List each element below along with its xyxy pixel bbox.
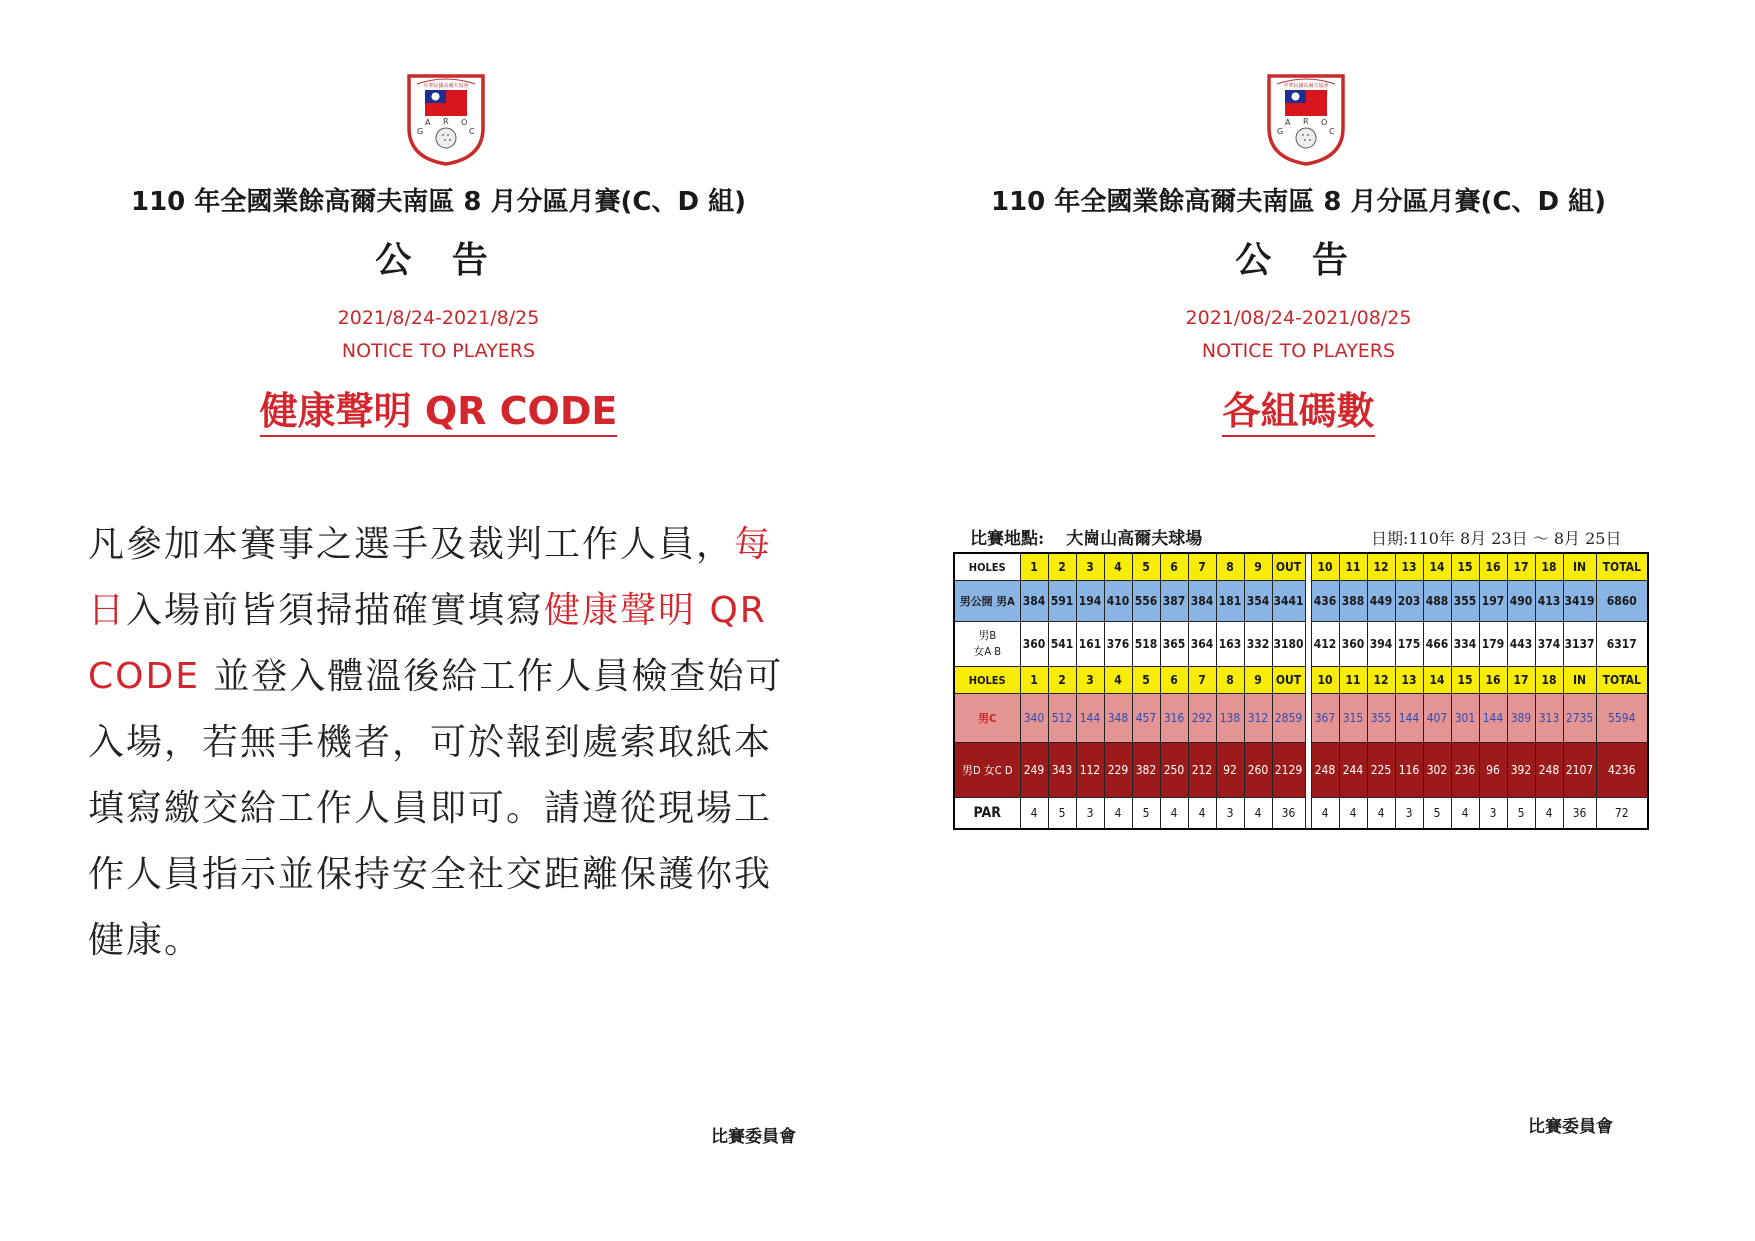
hole-header: 3 [1076,667,1104,694]
yardage-cell: 249 [1020,743,1048,798]
hole-header: 17 [1507,667,1535,694]
hole-header: 2 [1048,553,1076,581]
section-heading: 健康聲明 QR CODE [0,380,877,435]
svg-text:R: R [443,117,449,126]
yardage-cell: 4 [1367,798,1395,830]
yardage-cell: 194 [1076,581,1104,622]
yardage-cell: 3 [1216,798,1244,830]
row-label: 男公開 男A [954,581,1020,622]
yardage-cell: 4 [1020,798,1048,830]
yardage-cell: 236 [1451,743,1479,798]
yardage-cell: 354 [1244,581,1272,622]
yardage-cell: 360 [1339,622,1367,667]
yardage-cell: 5594 [1596,694,1648,743]
hole-header: 9 [1244,553,1272,581]
hole-header: 6 [1160,553,1188,581]
yardage-cell: 225 [1367,743,1395,798]
yardage-cell: 36 [1272,798,1305,830]
row-label: 男D 女C D [954,743,1020,798]
yardage-row [954,622,1648,667]
yardage-cell: 4 [1311,798,1339,830]
event-date: 2021/08/24-2021/08/25 [1185,307,1412,329]
notice-to-players: NOTICE TO PLAYERS [1201,340,1396,362]
svg-text:G: G [1277,127,1284,136]
yardage-cell: 161 [1076,622,1104,667]
yardage-cell: 5 [1048,798,1076,830]
yardage-cell: 2107 [1563,743,1596,798]
yardage-cell: 302 [1423,743,1451,798]
hole-header: OUT [1272,667,1305,694]
yardage-cell: 96 [1479,743,1507,798]
hole-header: 4 [1104,553,1132,581]
holes-header-row [954,667,1648,694]
yardage-cell: 292 [1188,694,1216,743]
yardage-cell: 4 [1339,798,1367,830]
yardage-cell: 312 [1244,694,1272,743]
yardage-cell: 374 [1535,622,1563,667]
row-label-line: 女A B [973,645,1002,658]
yardage-notice [860,0,1737,1241]
svg-text:R: R [1303,117,1309,126]
yardage-cell: 3 [1076,798,1104,830]
venue-line: 比賽地點: 大崗山高爾夫球場 [970,529,1203,549]
notice-heading: 公 告 [375,240,502,281]
yardage-cell: 365 [1160,622,1188,667]
yardage-cell: 2129 [1272,743,1305,798]
garoc-emblem-icon [1263,72,1349,166]
yardage-cell: 436 [1311,581,1339,622]
yardage-cell: 382 [1132,743,1160,798]
yardage-cell: 244 [1339,743,1367,798]
yardage-cell: 407 [1423,694,1451,743]
yardage-cell: 4 [1535,798,1563,830]
row-label-line: 男B [978,629,997,642]
hole-header: 3 [1076,553,1104,581]
hole-header: 10 [1311,553,1339,581]
row-label [954,622,1020,667]
hole-header: 7 [1188,667,1216,694]
yardage-cell: 490 [1507,581,1535,622]
yardage-cell: 163 [1216,622,1244,667]
health-qr-notice [0,0,877,1241]
hole-header: 10 [1311,667,1339,694]
hole-header: 12 [1367,667,1395,694]
hole-header: 11 [1339,667,1367,694]
yardage-cell: 412 [1311,622,1339,667]
hole-header: 14 [1423,553,1451,581]
yardage-cell: 197 [1479,581,1507,622]
hole-header: 13 [1395,667,1423,694]
hole-header: IN [1563,667,1596,694]
hole-header: 17 [1507,553,1535,581]
event-date: 2021/8/24-2021/8/25 [337,307,540,329]
yardage-cell: 179 [1479,622,1507,667]
yardage-cell: 355 [1451,581,1479,622]
yardage-row [954,694,1648,743]
yardage-cell: 360 [1020,622,1048,667]
hole-header: 11 [1339,553,1367,581]
yardage-cell: 4 [1451,798,1479,830]
yardage-cell: 229 [1104,743,1132,798]
yardage-cell: 3 [1479,798,1507,830]
hole-header: OUT [1272,553,1305,581]
hole-header: IN [1563,553,1596,581]
hole-header: 4 [1104,667,1132,694]
hole-header: 16 [1479,553,1507,581]
row-label: HOLES [954,667,1020,694]
yardage-cell: 518 [1132,622,1160,667]
svg-text:O: O [461,118,468,127]
hole-header: 18 [1535,667,1563,694]
yardage-cell: 389 [1507,694,1535,743]
hole-header: 12 [1367,553,1395,581]
yardage-cell: 260 [1244,743,1272,798]
yardage-cell: 212 [1188,743,1216,798]
yardage-cell: 367 [1311,694,1339,743]
yardage-cell: 116 [1395,743,1423,798]
hole-header: 6 [1160,667,1188,694]
yardage-cell: 3419 [1563,581,1596,622]
yardage-cell: 443 [1507,622,1535,667]
hole-header: 18 [1535,553,1563,581]
yardage-cell: 6860 [1596,581,1648,622]
yardage-cell: 181 [1216,581,1244,622]
yardage-cell: 2735 [1563,694,1596,743]
yardage-cell: 413 [1535,581,1563,622]
yardage-row [954,743,1648,798]
svg-text:A: A [425,118,431,127]
event-title: 110 年全國業餘高爾夫南區 8 月分區月賽(C、D 組) [131,187,746,217]
yardage-cell: 2859 [1272,694,1305,743]
yardage-cell: 384 [1020,581,1048,622]
hole-header: 1 [1020,553,1048,581]
svg-text:G: G [417,127,424,136]
svg-text:中華民國高爾夫協會: 中華民國高爾夫協會 [423,83,469,89]
yardage-cell: 112 [1076,743,1104,798]
svg-text:C: C [1329,127,1335,136]
yardage-cell: 384 [1188,581,1216,622]
svg-text:中華民國高爾夫協會: 中華民國高爾夫協會 [1283,83,1329,89]
yardage-cell: 138 [1216,694,1244,743]
hole-header: 13 [1395,553,1423,581]
section-heading: 各組碼數 [860,380,1737,435]
yardage-cell: 313 [1535,694,1563,743]
yardage-cell: 4 [1244,798,1272,830]
yardage-cell: 3137 [1563,622,1596,667]
yardage-cell: 248 [1535,743,1563,798]
garoc-emblem-icon [403,72,489,166]
yardage-cell: 332 [1244,622,1272,667]
yardage-cell: 248 [1311,743,1339,798]
holes-header-row [954,553,1648,581]
hole-header: 16 [1479,667,1507,694]
yardage-cell: 457 [1132,694,1160,743]
yardage-cell: 250 [1160,743,1188,798]
svg-text:A: A [1285,118,1291,127]
yardage-cell: 3180 [1272,622,1305,667]
yardage-cell: 72 [1596,798,1648,830]
yardage-cell: 4 [1160,798,1188,830]
yardage-cell: 5 [1132,798,1160,830]
yardage-cell: 334 [1451,622,1479,667]
yardage-cell: 4 [1104,798,1132,830]
yardage-row [954,581,1648,622]
yardage-cell: 316 [1160,694,1188,743]
hole-header: 14 [1423,667,1451,694]
event-title: 110 年全國業餘高爾夫南區 8 月分區月賽(C、D 組) [991,187,1606,217]
yardage-cell: 301 [1451,694,1479,743]
hole-header: 1 [1020,667,1048,694]
notice-heading: 公 告 [1235,240,1362,281]
yardage-cell: 343 [1048,743,1076,798]
yardage-cell: 5 [1423,798,1451,830]
yardage-cell: 541 [1048,622,1076,667]
yardage-cell: 3441 [1272,581,1305,622]
hole-header: 5 [1132,553,1160,581]
hole-header: 5 [1132,667,1160,694]
yardage-cell: 449 [1367,581,1395,622]
row-label: PAR [954,798,1020,830]
yardage-cell: 36 [1563,798,1596,830]
yardage-cell: 466 [1423,622,1451,667]
hole-header: 7 [1188,553,1216,581]
hole-header: TOTAL [1596,553,1648,581]
yardage-cell: 6317 [1596,622,1648,667]
yardage-cell: 364 [1188,622,1216,667]
svg-text:C: C [469,127,475,136]
yardage-cell: 5 [1507,798,1535,830]
hole-header: 15 [1451,553,1479,581]
hole-header: 9 [1244,667,1272,694]
yardage-cell: 355 [1367,694,1395,743]
yardage-cell: 144 [1395,694,1423,743]
yardage-cell: 203 [1395,581,1423,622]
hole-header: TOTAL [1596,667,1648,694]
yardage-row [954,798,1648,830]
hole-header: 8 [1216,553,1244,581]
yardage-cell: 488 [1423,581,1451,622]
yardage-cell: 376 [1104,622,1132,667]
svg-text:O: O [1321,118,1328,127]
yardage-cell: 410 [1104,581,1132,622]
notice-body: 凡參加本賽事之選手及裁判工作人員，每日入場前皆須掃描確實填寫健康聲明 QR CODE 並登入體溫後給工作人員檢查始可入場，若無手機者，可於報到處索取紙本填寫繳交給工作人員即可。請遵從現場工作人員指示並保持安全社交距離保護你我健康。 [88,524,784,961]
yardage-cell: 388 [1339,581,1367,622]
yardage-cell: 144 [1479,694,1507,743]
yardage-cell: 394 [1367,622,1395,667]
yardage-cell: 340 [1020,694,1048,743]
yardage-cell: 4 [1188,798,1216,830]
yardage-cell: 4236 [1596,743,1648,798]
yardage-cell: 591 [1048,581,1076,622]
hole-header: 8 [1216,667,1244,694]
committee-signature: 比賽委員會 [1528,1117,1613,1137]
hole-header: 2 [1048,667,1076,694]
yardage-scorecard [953,552,1649,830]
yardage-cell: 348 [1104,694,1132,743]
yardage-cell: 92 [1216,743,1244,798]
yardage-cell: 387 [1160,581,1188,622]
hole-header: 15 [1451,667,1479,694]
yardage-cell: 175 [1395,622,1423,667]
yardage-cell: 144 [1076,694,1104,743]
notice-to-players: NOTICE TO PLAYERS [341,340,536,362]
yardage-cell: 556 [1132,581,1160,622]
row-label: HOLES [954,553,1020,581]
scorecard-date: 日期:110年 8月 23日 ～ 8月 25日 [1371,529,1622,548]
row-label: 男C [954,694,1020,743]
committee-signature: 比賽委員會 [711,1127,796,1147]
yardage-cell: 315 [1339,694,1367,743]
yardage-cell: 392 [1507,743,1535,798]
yardage-cell: 3 [1395,798,1423,830]
yardage-cell: 512 [1048,694,1076,743]
